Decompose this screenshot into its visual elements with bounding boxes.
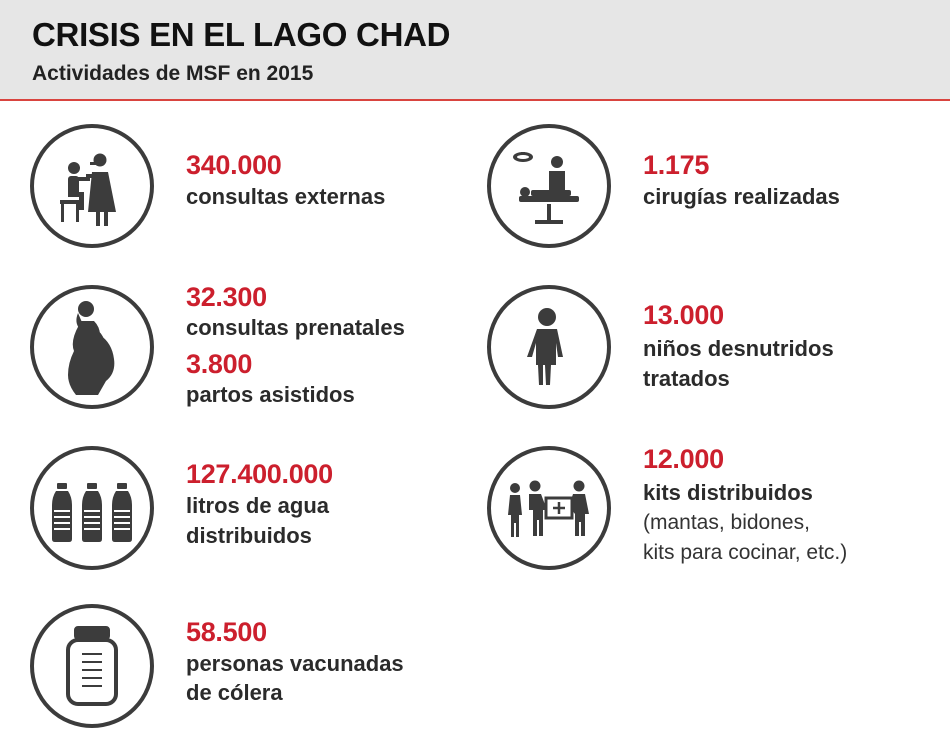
malnutrition-label-line1: niños desnutridos bbox=[643, 336, 834, 361]
page-title: CRISIS EN EL LAGO CHAD bbox=[32, 16, 451, 53]
vaccines-label-line2: de cólera bbox=[186, 680, 283, 705]
kits-note-line2: kits para cocinar, etc.) bbox=[643, 541, 848, 564]
child-icon bbox=[487, 285, 611, 409]
water-value: 127.400.000 bbox=[186, 459, 333, 489]
vaccines-label-line1: personas vacunadas bbox=[186, 651, 404, 676]
surgeries-value: 1.175 bbox=[643, 150, 710, 180]
kit-distribution-icon bbox=[487, 446, 611, 570]
vaccine-vial-icon bbox=[30, 604, 154, 728]
malnutrition-label-line2: tratados bbox=[643, 366, 730, 391]
doctor-patient-icon bbox=[30, 124, 154, 248]
malnutrition-value: 13.000 bbox=[643, 300, 724, 330]
pregnant-woman-icon bbox=[30, 285, 154, 409]
water-label-line1: litros de agua bbox=[186, 493, 330, 518]
water-label-line2: distribuidos bbox=[186, 523, 312, 548]
vaccines-value: 58.500 bbox=[186, 617, 267, 647]
header-band bbox=[0, 0, 950, 101]
kits-value: 12.000 bbox=[643, 444, 724, 474]
page-subtitle: Actividades de MSF en 2015 bbox=[32, 62, 314, 85]
kits-label: kits distribuidos bbox=[643, 480, 813, 505]
kits-note-line1: (mantas, bidones, bbox=[643, 511, 810, 534]
births-value: 3.800 bbox=[186, 349, 253, 379]
surgery-icon bbox=[487, 124, 611, 248]
consultations-value: 340.000 bbox=[186, 150, 282, 180]
water-bottles-icon bbox=[30, 446, 154, 570]
surgeries-label: cirugías realizadas bbox=[643, 184, 840, 209]
consultations-label: consultas externas bbox=[186, 184, 386, 209]
births-label: partos asistidos bbox=[186, 382, 355, 407]
prenatal-label: consultas prenatales bbox=[186, 315, 405, 340]
prenatal-value: 32.300 bbox=[186, 282, 267, 312]
